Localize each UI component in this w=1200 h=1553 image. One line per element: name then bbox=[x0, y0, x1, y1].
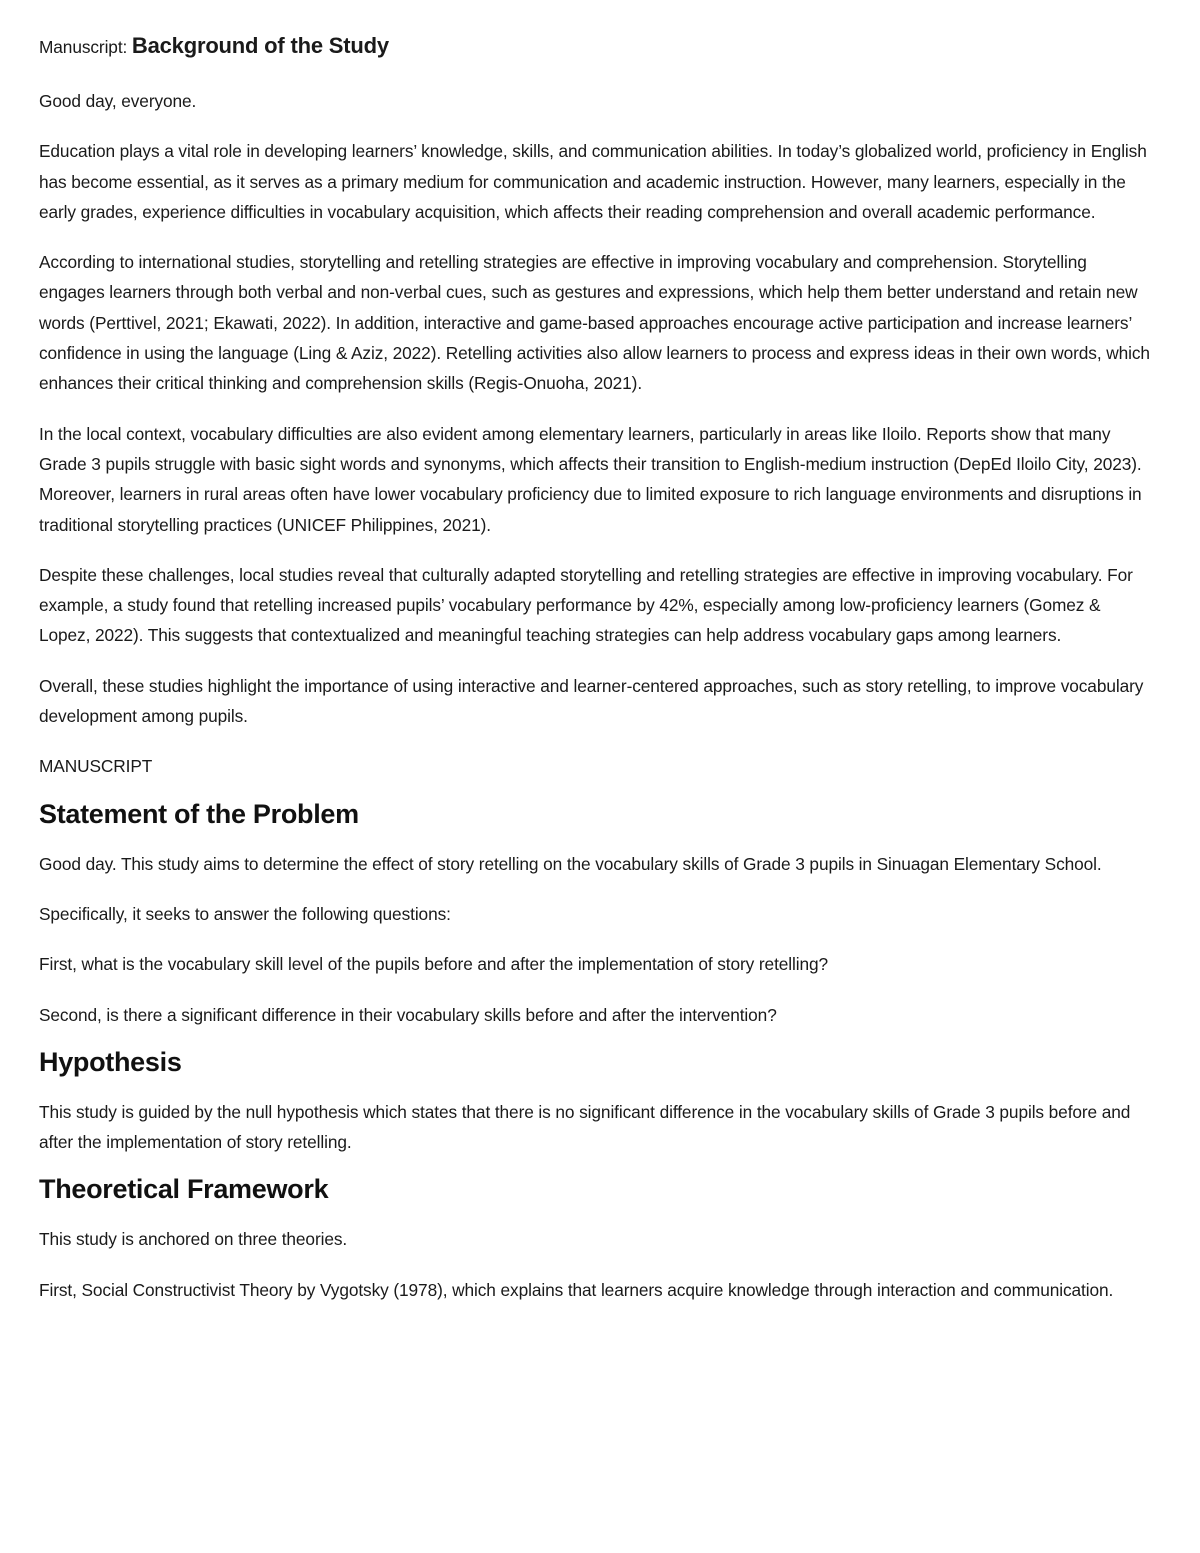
title-prefix: Manuscript: bbox=[39, 37, 128, 57]
background-paragraph-challenges: Despite these challenges, local studies reveal that culturally adapted storytelling and retelling strategies are effective in improving vocabulary. For example, a study found that retelling increased pupils’ vocabulary performance by 42%, especially among low-proficiency learners (Gomez & Lopez, 2022). This suggests that contextualized and meaningful teaching strategies can help address vocabulary gaps among learners. bbox=[39, 564, 1133, 646]
problem-question-second: Second, is there a significant difference in their vocabulary skills before and after the intervention? bbox=[39, 1004, 777, 1025]
framework-heading: Theoretical Framework bbox=[39, 1174, 329, 1205]
document-title: Background of the Study bbox=[131, 33, 389, 58]
framework-paragraph-intro: This study is anchored on three theories. bbox=[39, 1229, 348, 1250]
background-paragraph-education: Education plays a vital role in developing learners’ knowledge, skills, and communication abilities. In today’s globalized world, proficiency in English has become essential, as it serves as a primary medium for communication and academic instruction. However, many learners, especially in the early grades, experience difficulties in vocabulary acquisition, which affects their reading comprehension and overall academic performance. bbox=[39, 141, 1147, 222]
document-page bbox=[39, 30, 1154, 1325]
hypothesis-paragraph: This study is guided by the null hypothesis which states that there is no significant difference in the vocabulary skills of Grade 3 pupils before and after the implementation of story retelling. bbox=[39, 1101, 1131, 1153]
framework-paragraph-first: First, Social Constructivist Theory by Vygotsky (1978), which explains that learners acquire knowledge through interaction and communication. bbox=[39, 1279, 1114, 1300]
document-title-line bbox=[39, 30, 1154, 63]
hypothesis-heading: Hypothesis bbox=[39, 1046, 182, 1077]
problem-question-first: First, what is the vocabulary skill level of the pupils before and after the implementation of story retelling? bbox=[39, 954, 829, 975]
problem-heading: Statement of the Problem bbox=[39, 798, 359, 829]
background-paragraph-overall: Overall, these studies highlight the importance of using interactive and learner-centered approaches, such as story retelling, to improve vocabulary development among pupils. bbox=[39, 675, 1144, 727]
problem-paragraph-intro: Good day. This study aims to determine the effect of story retelling on the vocabulary skills of Grade 3 pupils in Sinuagan Elementary School. bbox=[39, 853, 1102, 874]
background-paragraph-international: According to international studies, storytelling and retelling strategies are effective in improving vocabulary and comprehension. Storytelling engages learners through both verbal and non-verbal cues, such as gestures and expressions, which help them better understand and retain new words (Perttivel, 2021; Ekawati, 2022). In addition, interactive and game-based approaches encourage active participation and increase learners’ confidence in using the language (Ling & Aziz, 2022). Retelling activities also allow learners to process and express ideas in their own words, which enhances their critical thinking and comprehension skills (Regis-Onuoha, 2021). bbox=[39, 252, 1150, 394]
manuscript-label: MANUSCRIPT bbox=[39, 756, 153, 777]
background-paragraph-local: In the local context, vocabulary difficulties are also evident among elementary learners, particularly in areas like Iloilo. Reports show that many Grade 3 pupils struggle with basic sight words and synonyms, which affects their transition to English-medium instruction (DepEd Iloilo City, 2023). Moreover, learners in rural areas often have lower vocabulary proficiency due to limited exposure to rich language environments and disruptions in traditional storytelling practices (UNICEF Philippines, 2021). bbox=[39, 423, 1142, 535]
greeting-paragraph: Good day, everyone. bbox=[39, 91, 197, 111]
problem-paragraph-specifically: Specifically, it seeks to answer the following questions: bbox=[39, 903, 451, 924]
